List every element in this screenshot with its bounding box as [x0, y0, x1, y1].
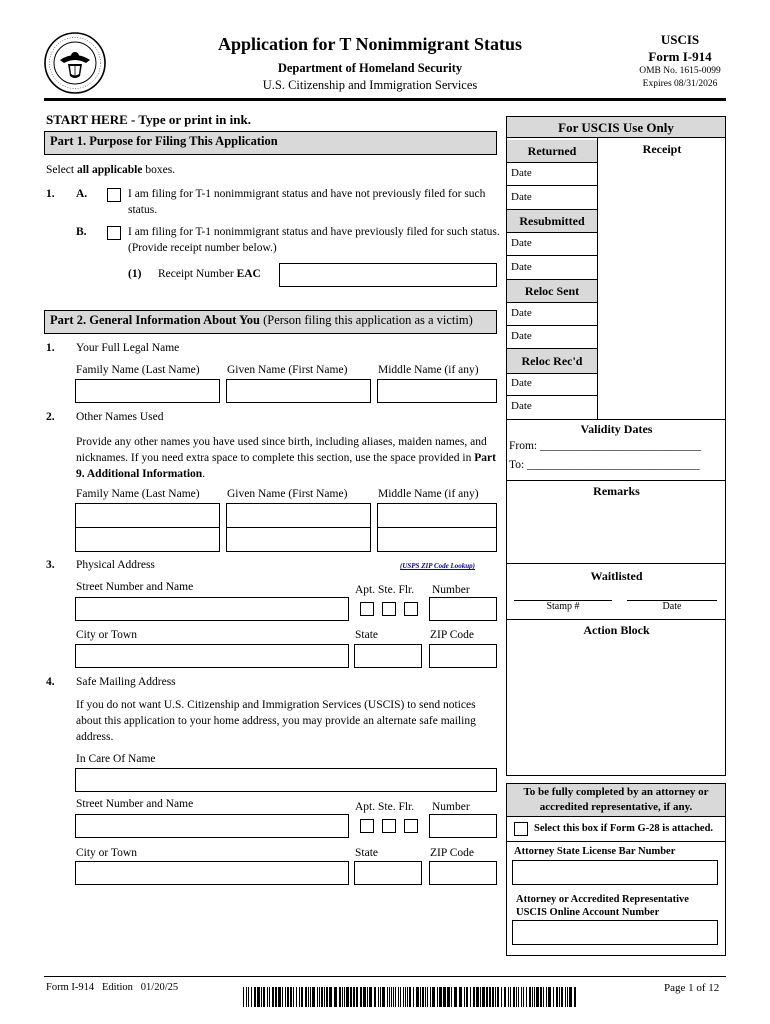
safe-mailing-instructions: If you do not want U.S. Citizenship and Immigration Services (USCIS) to send notices about this application to your home address, you may provide an alternate safe mailing address.: [76, 699, 476, 743]
mailing-number-label: Number: [432, 801, 470, 813]
bar-number-label: Attorney State License Bar Number: [514, 846, 676, 857]
form-number: Form I-914: [648, 49, 712, 64]
rule: [507, 302, 597, 303]
part2-q1-number: 1.: [46, 342, 55, 354]
part2-q4-number: 4.: [46, 676, 55, 688]
attorney-header: To be fully completed by an attorney or accredited representative, if any.: [506, 783, 726, 817]
omb-number: OMB No. 1615-0099: [639, 66, 721, 76]
reloc-recd-label: Reloc Rec'd: [507, 349, 597, 373]
rule: [507, 373, 597, 374]
rule: [507, 619, 726, 620]
receipt-number-input[interactable]: [279, 263, 497, 287]
mailing-zip-input[interactable]: [429, 861, 497, 885]
rule: [507, 419, 726, 420]
g28-label: Select this box if Form G-28 is attached.: [534, 823, 714, 834]
state-select[interactable]: [354, 644, 422, 668]
option-b-checkbox[interactable]: [107, 226, 121, 240]
given-name-input[interactable]: [226, 379, 371, 403]
other-given-name-label: Given Name (First Name): [227, 488, 348, 500]
bar-number-input[interactable]: [512, 860, 718, 885]
select-instructions: Select all applicable boxes.: [46, 164, 176, 176]
footer-rule: [44, 976, 726, 977]
form-title: Application for T Nonimmigrant Status: [217, 34, 523, 54]
rule: [507, 325, 597, 326]
header-divider: [44, 98, 726, 101]
safe-mailing-label: Safe Mailing Address: [76, 676, 176, 688]
reloc-recd-date-2: Date: [511, 400, 532, 412]
agency-name: U.S. Citizenship and Immigration Services: [262, 78, 478, 92]
mailing-city-input[interactable]: [75, 861, 349, 885]
start-here: START HERE - Type or print in ink.: [46, 112, 251, 127]
part2-q3-number: 3.: [46, 559, 55, 571]
other-family-name-input-1[interactable]: [75, 503, 220, 528]
reloc-recd-date-1: Date: [511, 377, 532, 389]
mailing-zip-label: ZIP Code: [430, 847, 474, 859]
mailing-unit-input[interactable]: [429, 814, 497, 838]
state-label: State: [355, 629, 378, 641]
option-a-letter: A.: [76, 188, 88, 200]
reloc-sent-date-1: Date: [511, 307, 532, 319]
receipt-sub-number: (1): [128, 268, 142, 280]
part2-header: Part 2. General Information About You (Person filing this application as a victim): [44, 310, 497, 334]
online-account-label: Attorney or Accredited Representative USCIS Online Account Number: [516, 894, 689, 918]
family-name-label: Family Name (Last Name): [76, 364, 200, 376]
agency-short: USCIS: [660, 32, 700, 47]
ste-checkbox[interactable]: [382, 602, 396, 616]
waitlisted-label: Waitlisted: [590, 569, 643, 583]
validity-to: To: ______________________________: [509, 459, 700, 471]
physical-address-label: Physical Address: [76, 559, 155, 571]
other-given-name-input-2[interactable]: [226, 527, 371, 552]
rule: [507, 480, 726, 481]
other-family-name-label: Family Name (Last Name): [76, 488, 200, 500]
rule: [507, 841, 726, 842]
option-a-checkbox[interactable]: [107, 188, 121, 202]
form-edition: Form I-914 Edition 01/20/25: [46, 982, 179, 993]
reloc-sent-label: Reloc Sent: [507, 280, 597, 302]
g28-checkbox[interactable]: [514, 822, 528, 836]
mailing-ste-checkbox[interactable]: [382, 819, 396, 833]
option-b-letter: B.: [76, 226, 87, 238]
rule: [507, 162, 597, 163]
returned-label: Returned: [507, 140, 597, 162]
street-label: Street Number and Name: [76, 581, 194, 593]
given-name-label: Given Name (First Name): [227, 364, 348, 376]
stamp-date-label: Date: [662, 601, 682, 612]
mailing-street-label: Street Number and Name: [76, 798, 194, 810]
mailing-flr-checkbox[interactable]: [404, 819, 418, 833]
number-label: Number: [432, 584, 470, 596]
remarks-label: Remarks: [593, 484, 640, 498]
resubmitted-date-2: Date: [511, 261, 532, 273]
rule: [507, 232, 597, 233]
reloc-sent-date-2: Date: [511, 330, 532, 342]
part1-q1-number: 1.: [46, 188, 55, 200]
mailing-city-label: City or Town: [76, 847, 137, 859]
city-label: City or Town: [76, 629, 137, 641]
other-middle-name-label: Middle Name (if any): [378, 488, 479, 500]
zip-label: ZIP Code: [430, 629, 474, 641]
page-number: Page 1 of 12: [664, 982, 720, 994]
online-account-input[interactable]: [512, 920, 718, 945]
receipt-label: Receipt: [642, 142, 682, 156]
returned-date-2: Date: [511, 191, 532, 203]
mailing-state-select[interactable]: [354, 861, 422, 885]
mailing-state-label: State: [355, 847, 378, 859]
zip-lookup-link[interactable]: (USPS ZIP Code Lookup): [400, 562, 475, 570]
validity-from: From: ____________________________: [509, 440, 701, 452]
city-input[interactable]: [75, 644, 349, 668]
middle-name-input[interactable]: [377, 379, 497, 403]
stamp-number-label: Stamp #: [546, 601, 580, 612]
rule: [507, 185, 597, 186]
uscis-use-only-title: For USCIS Use Only: [506, 116, 726, 138]
other-names-instructions: Provide any other names you have used since birth, including aliases, maiden names, and nicknames. If you need extra space to complete this section, use the space provided in Part 9. Additional Information.: [76, 436, 496, 480]
department-name: Department of Homeland Security: [277, 61, 463, 75]
apt-ste-flr-label: Apt. Ste. Flr.: [355, 584, 415, 596]
returned-date-1: Date: [511, 167, 532, 179]
option-a-text: I am filing for T-1 nonimmigrant status and have not previously filed for such status.: [128, 188, 486, 216]
other-family-name-input-2[interactable]: [75, 527, 220, 552]
apt-checkbox[interactable]: [360, 602, 374, 616]
zip-input[interactable]: [429, 644, 497, 668]
flr-checkbox[interactable]: [404, 602, 418, 616]
other-given-name-input-1[interactable]: [226, 503, 371, 528]
rule: [507, 255, 597, 256]
rule: [507, 563, 726, 564]
action-block-label: Action Block: [583, 623, 650, 637]
dhs-seal: [44, 32, 106, 94]
other-names-label: Other Names Used: [76, 411, 164, 423]
other-middle-name-input-2[interactable]: [377, 527, 497, 552]
care-of-input[interactable]: [75, 768, 497, 792]
mailing-apt-label: Apt. Ste. Flr.: [355, 801, 415, 813]
other-middle-name-input-1[interactable]: [377, 503, 497, 528]
barcode: [243, 987, 579, 1007]
rule: [507, 395, 597, 396]
receipt-number-label: Receipt Number EAC: [158, 268, 261, 280]
family-name-input[interactable]: [75, 379, 220, 403]
option-b-text: I am filing for T-1 nonimmigrant status and have previously filed for such status. (Provide receipt number below.): [128, 226, 500, 254]
receipt-divider: [597, 138, 598, 419]
part1-header: Part 1. Purpose for Filing This Application: [44, 131, 497, 155]
full-legal-name-label: Your Full Legal Name: [76, 342, 180, 354]
unit-number-input[interactable]: [429, 597, 497, 621]
part2-q2-number: 2.: [46, 411, 55, 423]
middle-name-label: Middle Name (if any): [378, 364, 479, 376]
validity-dates-label: Validity Dates: [580, 422, 653, 436]
resubmitted-label: Resubmitted: [507, 210, 597, 232]
mailing-street-input[interactable]: [75, 814, 349, 838]
care-of-label: In Care Of Name: [76, 753, 156, 765]
resubmitted-date-1: Date: [511, 237, 532, 249]
expiration-date: Expires 08/31/2026: [642, 79, 718, 89]
mailing-apt-checkbox[interactable]: [360, 819, 374, 833]
street-input[interactable]: [75, 597, 349, 621]
